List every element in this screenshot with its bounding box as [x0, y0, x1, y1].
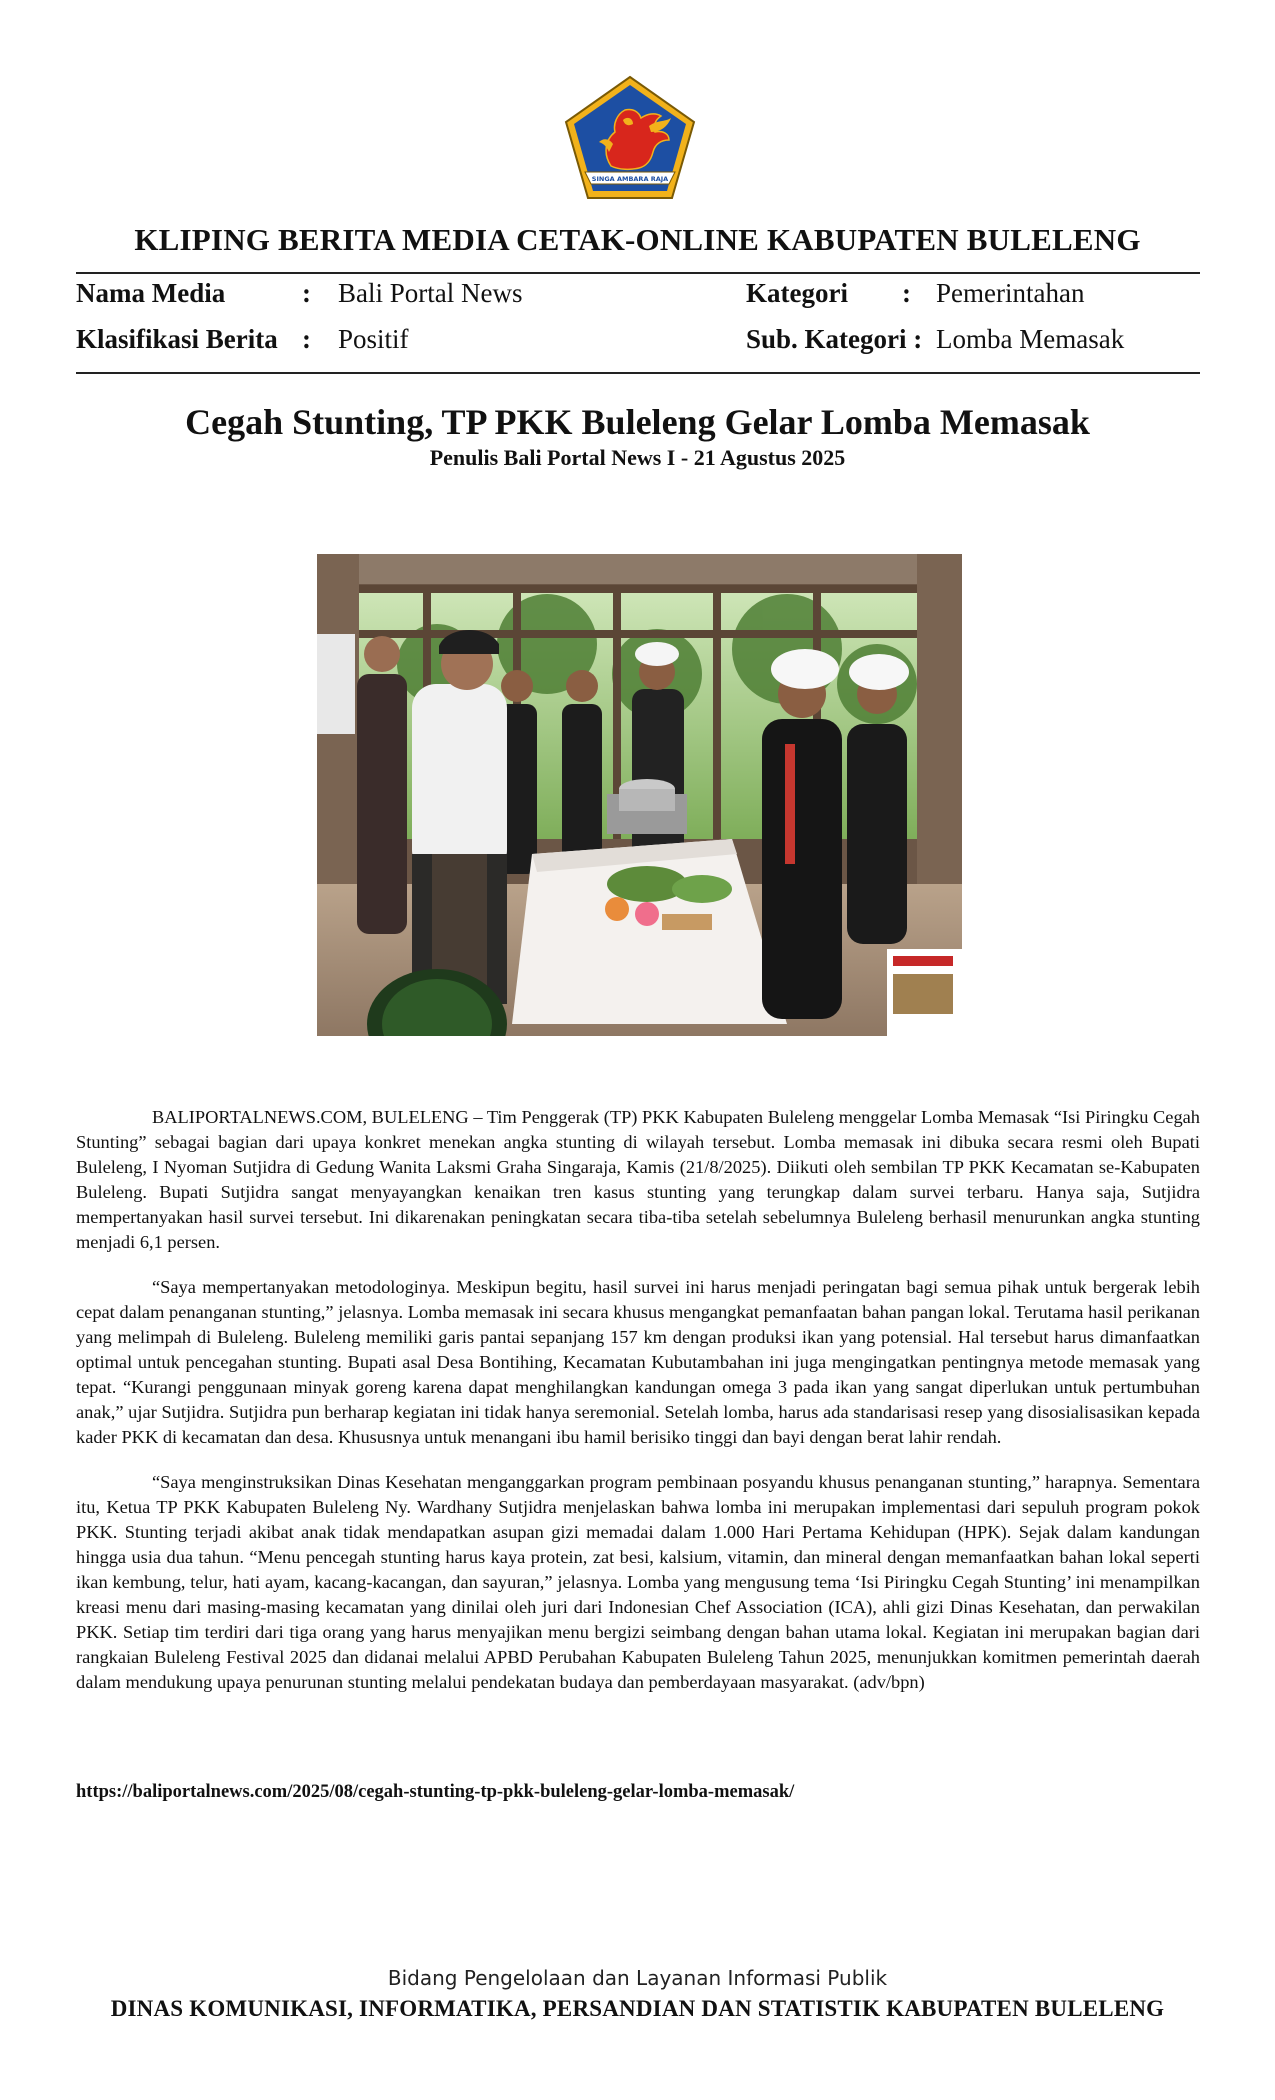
article-photo	[317, 554, 962, 1036]
buleleng-crest-logo	[563, 74, 697, 202]
cooking-competition-photo	[317, 554, 962, 1036]
subcategory-label: Sub. Kategori :	[746, 324, 923, 354]
article-byline: Penulis Bali Portal News I - 21 Agustus 2025	[429, 445, 846, 470]
media-colon: :	[302, 278, 311, 308]
crest-motto: SINGA AMBARA RAJA	[591, 175, 669, 183]
meta-row-media	[0, 278, 1275, 318]
classification-label: Klasifikasi Berita	[76, 324, 278, 354]
footer-agency: DINAS KOMUNIKASI, INFORMATIKA, PERSANDIAN DAN STATISTIK KABUPATEN BULELENG	[110, 1996, 1165, 2021]
header-divider-top	[76, 272, 1200, 274]
article-paragraph-1: BALIPORTALNEWS.COM, BULELENG – Tim Penggerak (TP) PKK Kabupaten Buleleng menggelar Lomba Memasak “Isi Piringku Cegah Stunting” sebagai bagian dari upaya konkret menekan angka stunting di wilayah tersebut. Lomba memasak ini dibuka secara resmi oleh Bupati Buleleng, I Nyoman Sutjidra di Gedung Wanita Laksmi Graha Singaraja, Kamis (21/8/2025). Diikuti oleh sembilan TP PKK Kecamatan se-Kabupaten Buleleng. Bupati Sutjidra sangat menyayangkan kenaikan tren kasus stunting yang terungkap dalam survei terbaru. Hanya saja, Sutjidra mempertanyakan hasil survei tersebut. Ini dikarenakan peningkatan secara tiba-tiba setelah sebelumnya Buleleng berhasil menurunkan angka stunting menjadi 6,1 persen.	[76, 1107, 1200, 1252]
meta-row-classification	[0, 324, 1275, 364]
singa-ambara-raja-crest-icon	[563, 74, 697, 202]
subcategory-value: Lomba Memasak	[936, 324, 1125, 354]
classification-value: Positif	[338, 324, 409, 354]
category-value: Pemerintahan	[936, 278, 1085, 308]
media-label: Nama Media	[76, 278, 226, 308]
article-body	[76, 1105, 1200, 1715]
article-paragraph-3: “Saya menginstruksikan Dinas Kesehatan menganggarkan program pembinaan posyandu khusus penanganan stunting,” harapnya. Sementara itu, Ketua TP PKK Kabupaten Buleleng Ny. Wardhany Sutjidra menjelaskan bahwa lomba ini merupakan implementasi dari sepuluh program pokok PKK. Stunting terjadi akibat anak tidak mendapatkan asupan gizi memadai dalam 1.000 Hari Pertama Kehidupan (HPK). Sejak dalam kandungan hingga usia dua tahun. “Menu pencegah stunting harus kaya protein, zat besi, kalsium, vitamin, dan mineral dengan memanfaatkan bahan lokal seperti ikan kembung, telur, hati ayam, kacang-kacangan, dan sayuran,” jelasnya. Lomba yang mengusung tema ‘Isi Piringku Cegah Stunting’ ini menampilkan kreasi menu dari masing-masing kecamatan yang dinilai oleh juri dari Indonesian Chef Association (ICA), ahli gizi Dinas Kesehatan, dan perwakilan PKK. Setiap tim terdiri dari tiga orang yang harus menyajikan menu bergizi seimbang dengan bahan utama lokal. Kegiatan ini merupakan bagian dari rangkaian Buleleng Festival 2025 dan didanai melalui APBD Perubahan Kabupaten Buleleng Tahun 2025, menunjukkan komitmen pemerintah daerah dalam mendukung upaya penurunan stunting melalui pendekatan budaya dan pemberdayaan masyarakat. (adv/bpn)	[76, 1472, 1200, 1692]
document-title: KLIPING BERITA MEDIA CETAK-ONLINE KABUPATEN BULELENG	[134, 222, 1141, 257]
source-url: https://baliportalnews.com/2025/08/cegah-stunting-tp-pkk-buleleng-gelar-lomba-memasak/	[76, 1782, 795, 1802]
classification-colon: :	[302, 324, 311, 354]
category-colon: :	[902, 278, 911, 308]
media-value: Bali Portal News	[338, 278, 523, 308]
header-divider-bottom	[76, 372, 1200, 374]
article-headline: Cegah Stunting, TP PKK Buleleng Gelar Lomba Memasak	[185, 402, 1090, 442]
footer-division: Bidang Pengelolaan dan Layanan Informasi Publik	[387, 1966, 888, 1990]
article-paragraph-2: “Saya mempertanyakan metodologinya. Meskipun begitu, hasil survei ini harus menjadi peringatan bagi semua pihak untuk bergerak lebih cepat dalam penanganan stunting,” jelasnya. Lomba memasak ini secara khusus mengangkat pemanfaatan bahan pangan lokal. Terutama hasil perikanan yang melimpah di Buleleng. Buleleng memiliki garis pantai sepanjang 157 km dengan produksi ikan yang potensial. Hal tersebut harus dimanfaatkan optimal untuk pencegahan stunting. Bupati asal Desa Bontihing, Kecamatan Kubutambahan ini juga mengingatkan pentingnya metode memasak yang tepat. “Kurangi penggunaan minyak goreng karena dapat menghilangkan kandungan omega 3 pada ikan yang sangat diperlukan untuk pertumbuhan anak,” ujar Sutjidra. Sutjidra pun berharap kegiatan ini tidak hanya seremonial. Setelah lomba, harus ada standarisasi resep yang disosialisasikan kepada kader PKK di kecamatan dan desa. Khususnya untuk menangani ibu hamil berisiko tinggi dan bayi dengan berat lahir rendah.	[76, 1277, 1200, 1447]
category-label: Kategori	[746, 278, 848, 308]
